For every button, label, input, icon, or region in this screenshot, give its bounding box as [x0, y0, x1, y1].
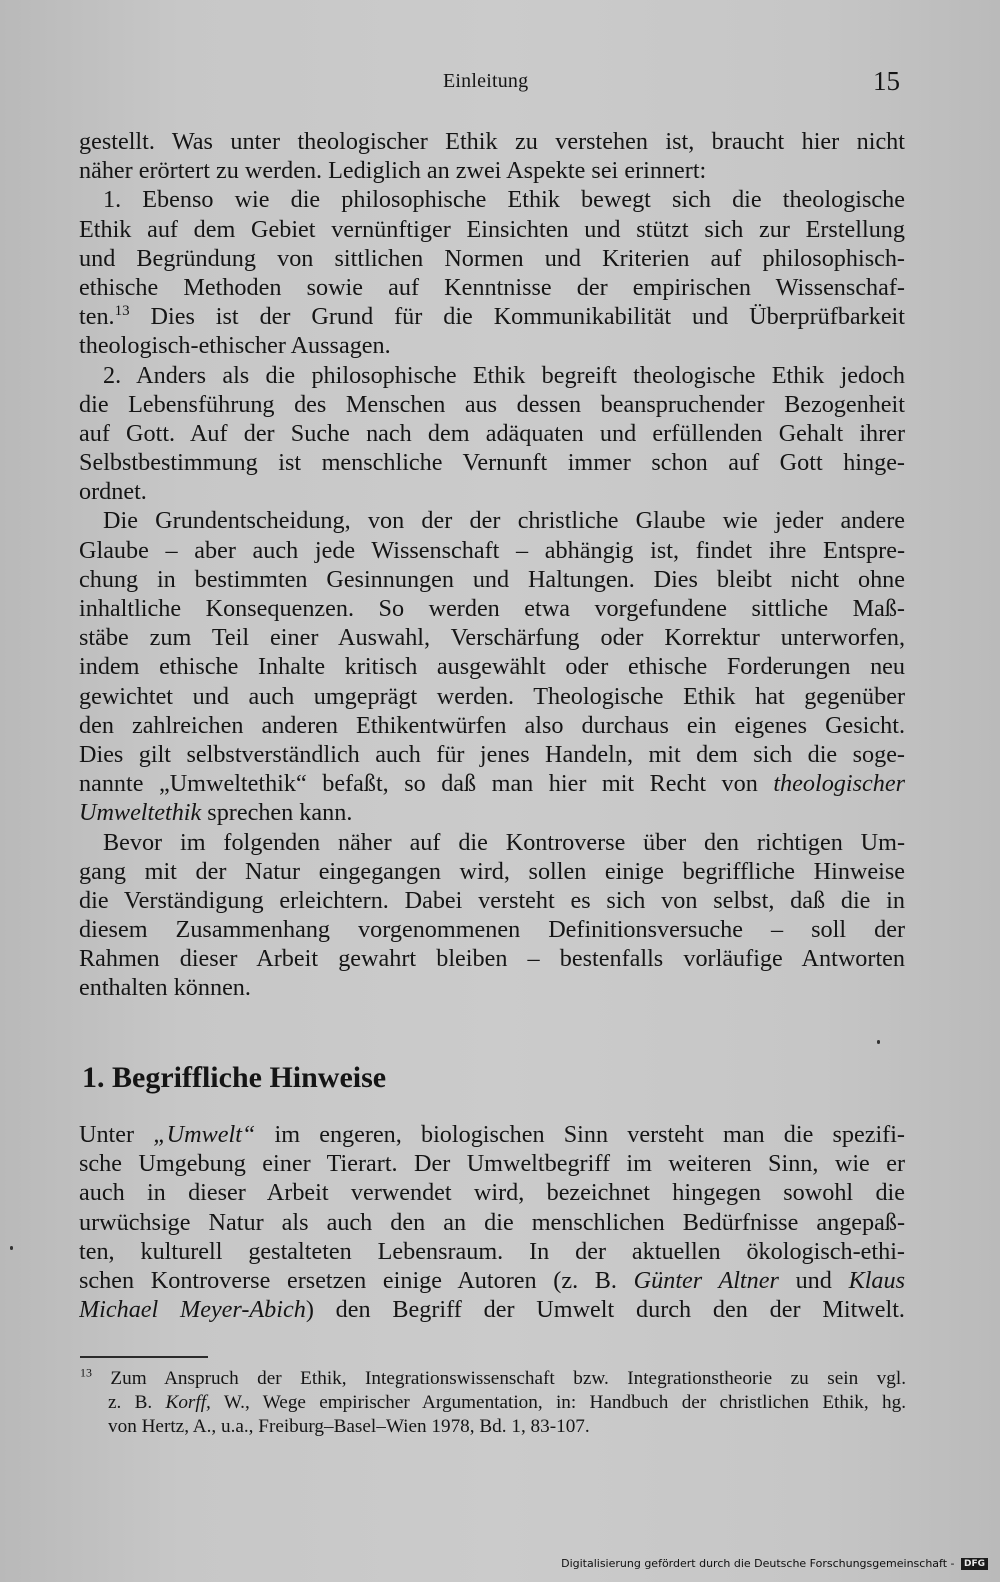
running-title: Einleitung: [443, 70, 529, 92]
body-line: [79, 127, 905, 156]
body-line: [79, 419, 905, 448]
scan-speck: [877, 1040, 880, 1044]
body-line: [79, 682, 905, 711]
section-body-line: [79, 1237, 905, 1266]
text-run: Ethik auf dem Gebiet vernünftiger Einsichten und stützt sich zur Erstellung: [79, 215, 905, 243]
body-line: [79, 273, 905, 302]
footnote-line: [80, 1415, 906, 1439]
text-run: näher erörtert zu werden. Lediglich an zwei Aspekte sei erinnert:: [79, 157, 707, 185]
body-line: [79, 156, 905, 185]
text-run: und Begründung von sittlichen Normen und Kriterien auf philosophisch-: [79, 244, 905, 272]
body-line: [79, 244, 905, 273]
body-line: [79, 828, 905, 857]
text-run: diesem Zusammenhang vorgenommenen Definitionsversuche – soll der: [79, 916, 905, 944]
text-run: im engeren, biologischen Sinn versteht man die spezifi-: [255, 1121, 905, 1148]
text-run: die Lebensführung des Menschen aus dessen beanspruchender Bezogenheit: [79, 390, 905, 418]
body-line: [79, 390, 905, 419]
body-line: [79, 915, 905, 944]
body-line: [79, 652, 905, 681]
text-run: z. B.: [108, 1392, 166, 1413]
text-run: urwüchsige Natur als auch den an die menschlichen Bedürfnisse angepaß-: [79, 1208, 905, 1236]
body-line: [79, 331, 905, 360]
text-run: 2. Anders als die philosophische Ethik begreift theologische Ethik jedoch: [103, 361, 905, 389]
body-line: [79, 798, 905, 827]
text-run: sche Umgebung einer Tierart. Der Umweltbegriff im weiteren Sinn, wie er: [79, 1150, 905, 1178]
body-line: [79, 886, 905, 915]
text-run: ethische Methoden sowie auf Kenntnisse der empirischen Wissenschaf-: [79, 273, 905, 301]
text-run: Bevor im folgenden näher auf die Kontroverse über den richtigen Um-: [103, 828, 905, 856]
text-run: gewichtet und auch umgeprägt werden. Theologische Ethik hat gegenüber: [79, 682, 905, 710]
text-run: Zum Anspruch der Ethik, Integrationswissenschaft bzw. Integrationstheorie zu sein vgl.: [91, 1368, 906, 1389]
text-run: den zahlreichen anderen Ethikentwürfen also durchaus ein eigenes Gesicht.: [79, 711, 905, 739]
body-line: [79, 448, 905, 477]
body-line: [79, 769, 905, 798]
body-line: [79, 361, 905, 390]
body-line: [79, 477, 905, 506]
text-run: ten, kulturell gestalteten Lebensraum. In der aktuellen ökologisch-ethi-: [79, 1237, 905, 1265]
footnote-line: [80, 1367, 906, 1391]
italic-run: theologischer: [773, 770, 905, 798]
section-body-line: [79, 1178, 905, 1207]
section-body-line: [79, 1266, 905, 1295]
scan-speck: [10, 1246, 13, 1250]
footnote-divider: [80, 1356, 208, 1358]
text-run: die Verständigung erleichtern. Dabei versteht es sich von selbst, daß die in: [79, 886, 905, 914]
body-line: [79, 506, 905, 535]
banner-text: Digitalisierung gefördert durch die Deutsche Forschungsgemeinschaft -: [561, 1557, 955, 1570]
section-body-line: [79, 1149, 905, 1178]
section-body-line: [79, 1295, 905, 1324]
body-line: [79, 973, 905, 1002]
dfg-logo: DFG: [961, 1558, 988, 1570]
text-run: Unter: [79, 1121, 154, 1148]
footnote-marker: 13: [80, 1367, 92, 1380]
text-run: stäbe zum Teil einer Auswahl, Verschärfung oder Korrektur unterworfen,: [79, 624, 905, 652]
text-run: gestellt. Was unter theologischer Ethik zu verstehen ist, braucht hier nicht: [79, 128, 905, 155]
text-run: Die Grundentscheidung, von der der christliche Glaube wie jeder andere: [103, 507, 905, 535]
digitization-banner: [561, 1557, 988, 1570]
section-heading: 1. Begriffliche Hinweise: [82, 1061, 387, 1094]
text-run: ten.: [79, 303, 115, 331]
body-line: [79, 215, 905, 244]
body-line: [79, 594, 905, 623]
italic-run: „Umwelt“: [153, 1121, 256, 1148]
body-line: [79, 740, 905, 769]
italic-run: Michael Meyer-Abich: [79, 1296, 306, 1324]
text-run: auf Gott. Auf der Suche nach dem adäquaten und erfüllenden Gehalt ihrer: [79, 419, 905, 447]
text-run: von Hertz, A., u.a., Freiburg–Basel–Wien 1978, Bd. 1, 83-107.: [108, 1416, 590, 1437]
text-run: nannte „Umweltethik“ befaßt, so daß man hier mit Recht von: [79, 770, 774, 798]
italic-run: Klaus: [848, 1266, 905, 1294]
text-run: indem ethische Inhalte kritisch ausgewählt oder ethische Forderungen neu: [79, 653, 905, 681]
text-run: ordnet.: [79, 478, 147, 506]
text-run: Glaube – aber auch jede Wissenschaft – abhängig ist, findet ihre Entspre-: [79, 536, 905, 564]
body-text: [79, 127, 905, 1003]
section-body-line: [79, 1208, 905, 1237]
text-run: inhaltliche Konsequenzen. So werden etwa vorgefundene sittliche Maß-: [79, 595, 905, 622]
italic-run: Günter Altner: [633, 1266, 779, 1294]
text-run: sprechen kann.: [201, 799, 353, 827]
text-run: theologisch-ethischer Aussagen.: [79, 332, 391, 360]
text-run: auch in dieser Arbeit verwendet wird, bezeichnet hingegen sowohl die: [79, 1179, 905, 1207]
text-run: Dies gilt selbstverständlich auch für jenes Handeln, mit dem sich die soge-: [79, 740, 905, 768]
text-run: und: [778, 1266, 849, 1294]
text-run: ) den Begriff der Umwelt durch den der Mitwelt.: [305, 1296, 905, 1324]
page-number: 15: [873, 66, 900, 96]
footnotes: [80, 1367, 906, 1439]
body-line: [79, 536, 905, 565]
section-body-text: [79, 1120, 905, 1324]
text-run: W., Wege empirischer Argumentation, in: Handbuch der christlichen Ethik, hg.: [210, 1392, 906, 1413]
italic-run: Umweltethik: [79, 799, 202, 827]
text-run: gang mit der Natur eingegangen wird, sollen einige begriffliche Hinweise: [79, 857, 905, 885]
italic-run: Korff,: [165, 1392, 211, 1413]
footnote-reference: 13: [114, 303, 130, 320]
body-line: [79, 944, 905, 973]
text-run: 1. Ebenso wie die philosophische Ethik bewegt sich die theologische: [103, 186, 905, 214]
footnote-line: [80, 1391, 906, 1415]
body-line: [79, 623, 905, 652]
text-run: Selbstbestimmung ist menschliche Vernunft immer schon auf Gott hinge-: [79, 449, 905, 477]
body-line: [79, 857, 905, 886]
text-run: schen Kontroverse ersetzen einige Autoren (z. B.: [79, 1266, 634, 1294]
body-line: [79, 565, 905, 594]
text-run: Dies ist der Grund für die Kommunikabilität und Überprüfbarkeit: [129, 303, 905, 331]
text-run: chung in bestimmten Gesinnungen und Haltungen. Dies bleibt nicht ohne: [79, 565, 905, 593]
text-run: enthalten können.: [79, 974, 251, 1002]
body-line: [79, 185, 905, 214]
body-line: [79, 302, 905, 331]
body-line: [79, 711, 905, 740]
section-body-line: [79, 1120, 905, 1149]
text-run: Rahmen dieser Arbeit gewahrt bleiben – bestenfalls vorläufige Antworten: [79, 945, 905, 973]
